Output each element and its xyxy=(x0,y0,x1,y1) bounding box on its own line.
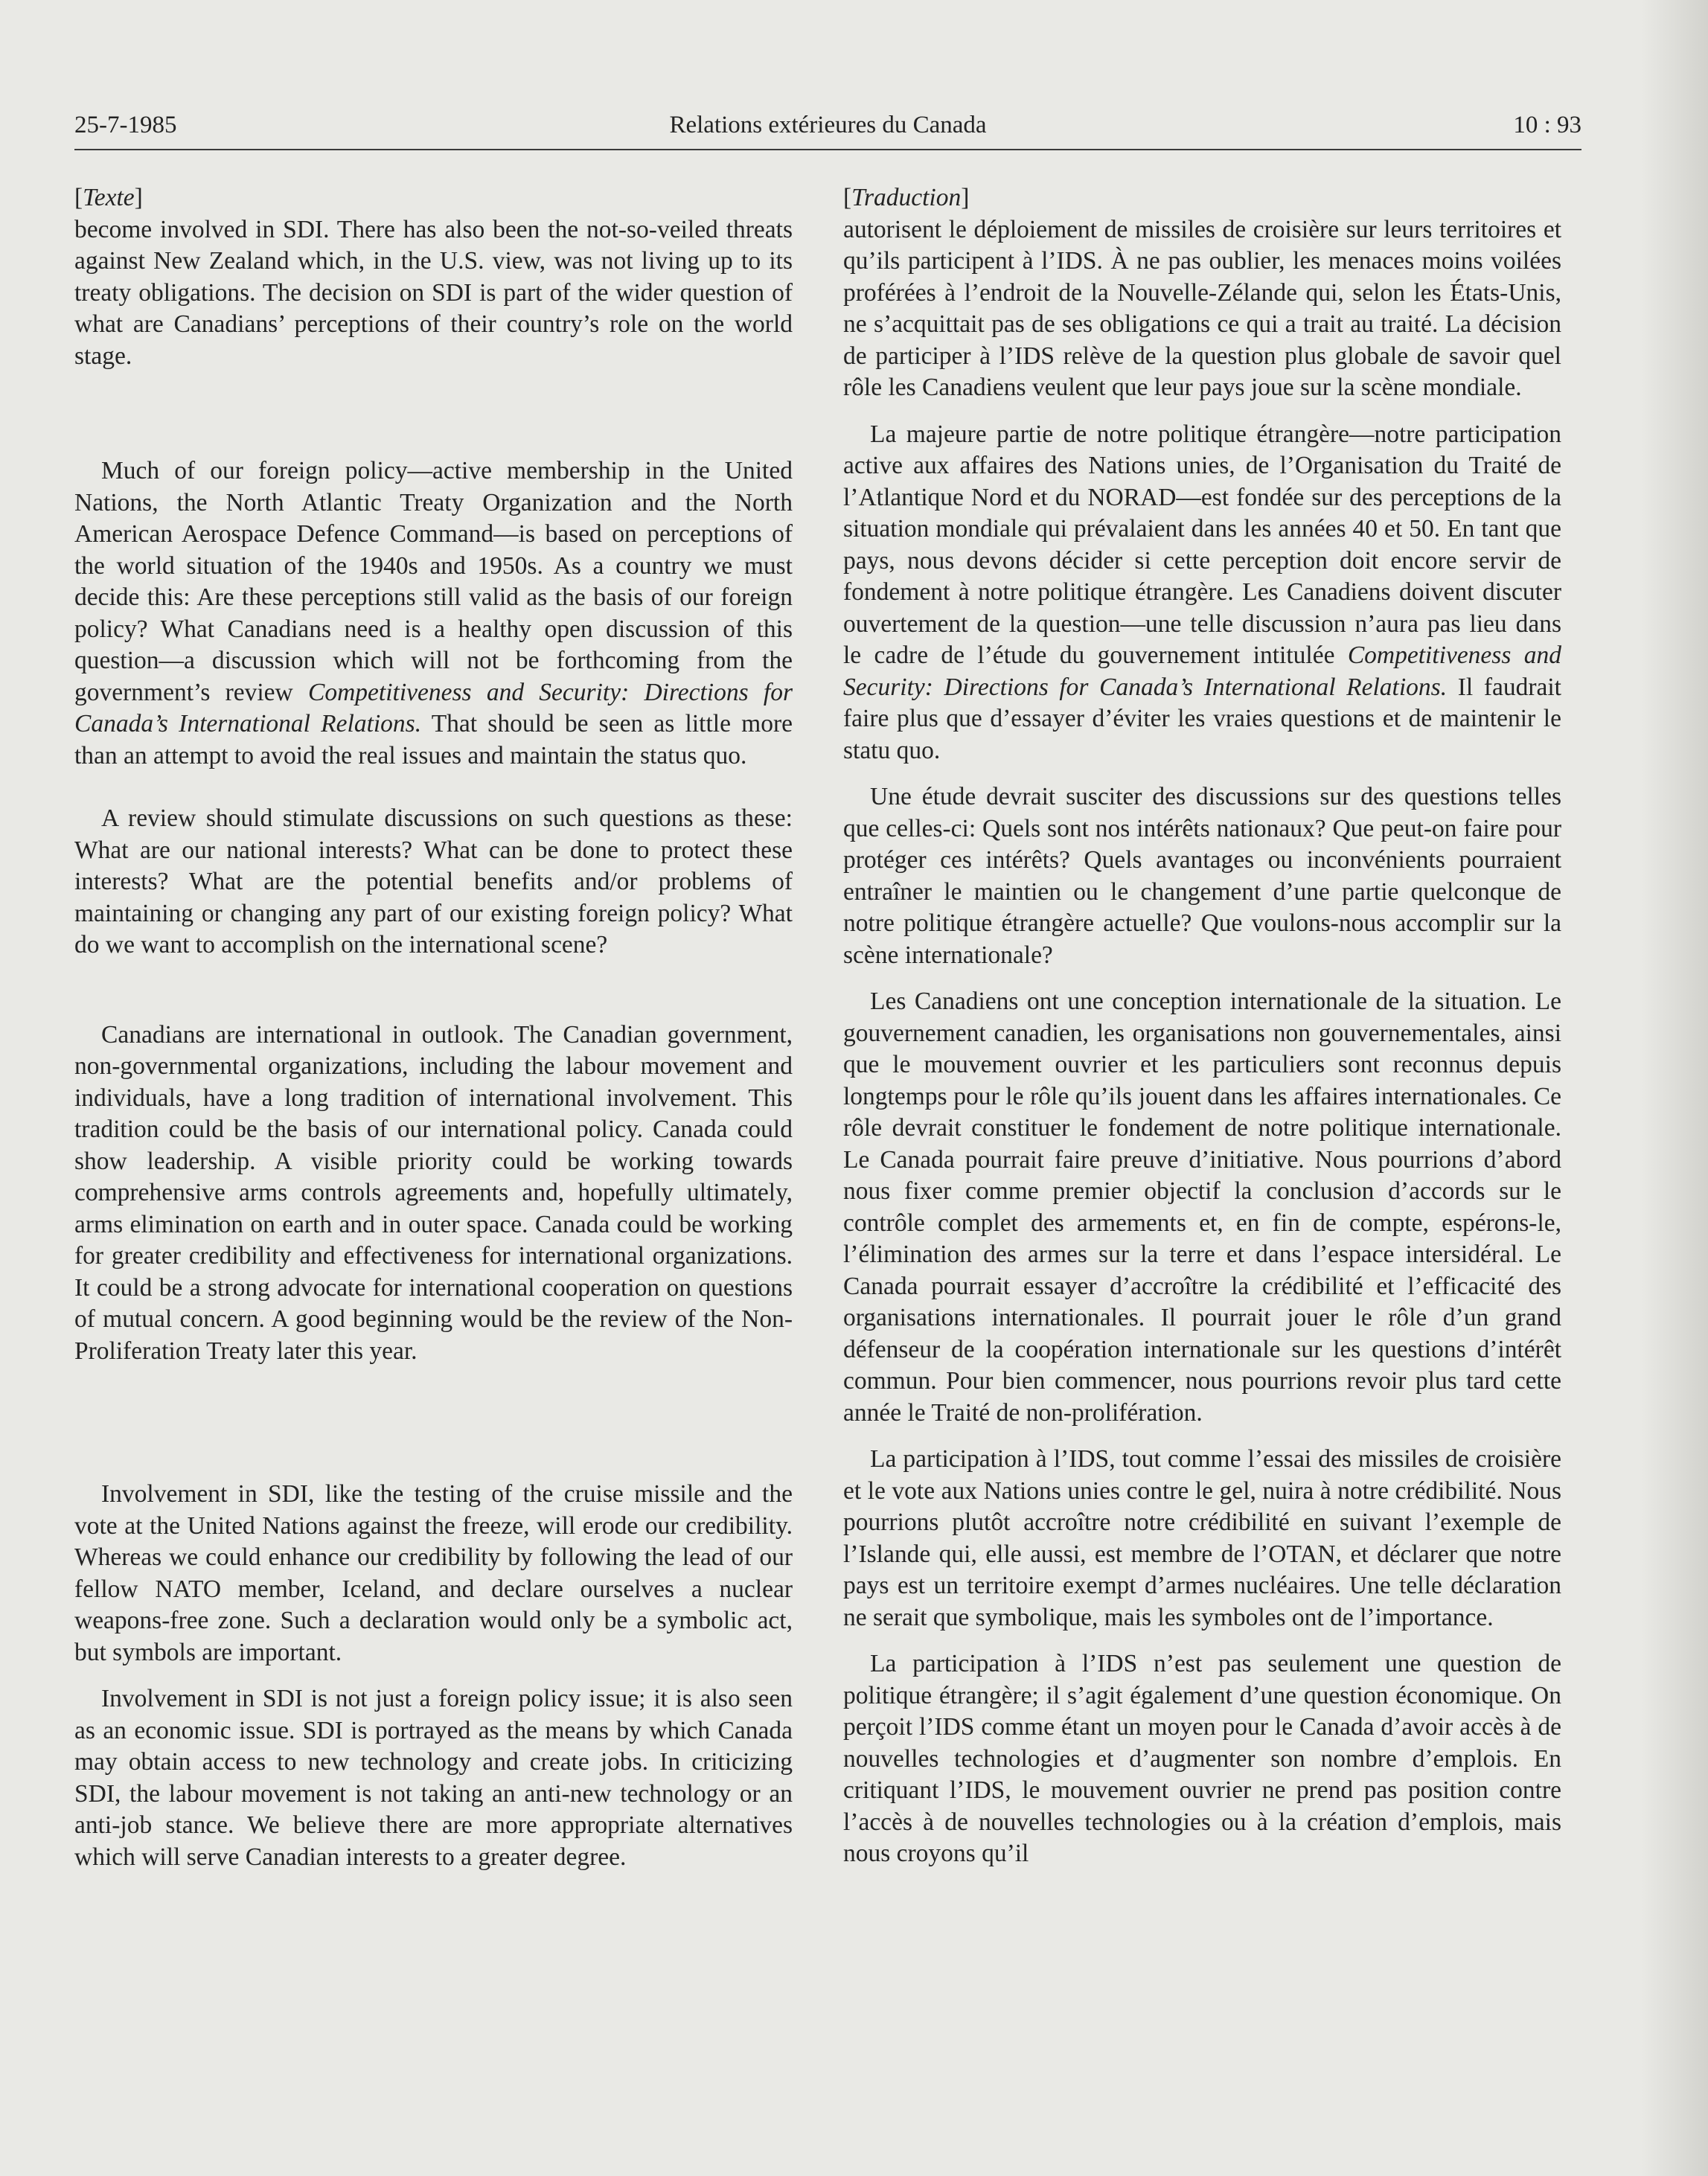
en-paragraph-2b: That should be seen as little more than an attempt to avoid the real issues and maintain the status quo. xyxy=(74,710,793,769)
header-title: Relations extérieures du Canada xyxy=(669,112,987,138)
fr-paragraph-2 xyxy=(843,419,1561,767)
texte-tag: [Texte] xyxy=(74,184,143,211)
traduction-tag: [Traduction] xyxy=(843,184,970,211)
fr-paragraph-6: La participation à l’IDS n’est pas seulement une question de politique étrangère; il s’agit également d’une question économique. On perçoit l’IDS comme étant un moyen pour le Canada d’avoir accès à de nouvelles technologies et d’augmenter son nombre d’emplois. En critiquant l’IDS, le mouvement ouvrier ne prend pas position contre l’accès à de nouvelles technologies ou à la création d’emplois, mais nous croyons qu’il xyxy=(843,1650,1561,1867)
fr-paragraph-5: La participation à l’IDS, tout comme l’essai des missiles de croisière et le vote aux Nations unies contre le gel, nuira à notre crédibilité. Nous pourrions plutôt accroître notre crédibilité en suivant l’exemple de l’Islande qui, elle aussi, est membre de l’OTAN, et déclarer que notre pays est un territoire exempt d’armes nucléaires. Une telle déclaration ne serait que symbolique, mais les symboles ont de l’importance. xyxy=(843,1445,1561,1631)
fr-paragraph-4: Les Canadiens ont une conception internationale de la situation. Le gouvernement canadien, les organisations non gouvernementales, ainsi que le mouvement ouvrier et les particuliers sont reconnus depuis longtemps pour le rôle qu’ils jouent dans les affaires internationales. Ce rôle devrait constituer le fondement de notre politique internationale. Le Canada pourrait faire preuve d’initiative. Nous pourrions d’abord nous fixer comme premier objectif la conclusion d’accords sur le contrôle complet des armements et, en fin de compte, espérons-le, l’élimination des armes sur la terre et dans l’espace intersidéral. Le Canada pourrait essayer d’accroître la crédibilité et l’efficacité des organisations internationales. Il pourrait jouer le rôle d’un grand défenseur de la coopération internationale sur les questions d’intérêt commun. Pour bien commencer, nous pourrions revoir plus tard cette année le Traité de non-prolifération. xyxy=(843,988,1561,1427)
en-report-title: Competitiveness and Security: Directions for Canada’s International Relations. xyxy=(74,678,793,737)
traduction-tag-label: Traduction xyxy=(851,184,962,211)
fr-paragraph-2a: La majeure partie de notre politique étrangère—notre participation active aux affaires des Nations unies, de l’Organisation du Traité de l’Atlantique Nord et du NORAD—est fondée sur des perceptions de la situation mondiale qui prévalaient dans les années 40 et 50. En tant que pays, nous devons décider si cette perception doit encore servir de fondement à notre politique étrangère. Les Canadiens doivent discuter ouvertement de la question—une telle discussion n’aura pas lieu dans le cadre de l’étude du gouvernement intitulée xyxy=(843,420,1561,669)
fr-paragraph-1: autorisent le déploiement de missiles de croisière sur leurs territoires et qu’ils participent à l’IDS. À ne pas oublier, les menaces moins voilées proférées à l’endroit de la Nouvelle-Zélande qui, selon les États-Unis, ne s’acquittait pas de ses obligations ce qui a trait au traité. La décision de participer à l’IDS relève de la question plus globale de savoir quel rôle les Canadiens veulent que leur pays joue sur la scène mondiale. xyxy=(843,215,1561,401)
running-header xyxy=(74,110,1581,152)
header-rule xyxy=(74,149,1581,150)
en-paragraph-2 xyxy=(74,455,793,772)
en-paragraph-6: Involvement in SDI is not just a foreign policy issue; it is also seen as an economic issue. SDI is portrayed as the means by which Canada may obtain access to new technology and create jobs. In criticizing SDI, the labour movement is not taking an anti-new technology or an anti-job stance. We believe there are more appropriate alternatives which will serve Canadian interests to a greater degree. xyxy=(74,1685,793,1871)
texte-tag-label: Texte xyxy=(83,184,135,211)
en-paragraph-3: A review should stimulate discussions on such questions as these: What are our national interests? What can be done to protect these interests? What are the potential benefits and/or problems of maintaining or changing any part of our existing foreign policy? What do we want to accomplish on the international scene? xyxy=(74,804,793,959)
fr-report-title: Competitiveness and Security: Directions for Canada’s International Relations. xyxy=(843,641,1561,701)
en-paragraph-2a: Much of our foreign policy—active membership in the United Nations, the North Atlantic Treaty Organization and the North American Aerospace Defence Command—is based on perceptions of the world situation of the 1940s and 1950s. As a country we must decide this: Are these perceptions still valid as the basis of our foreign policy? What Canadians need is a healthy open discussion of this question—a discussion which will not be forthcoming from the government’s review xyxy=(74,457,793,706)
fr-paragraph-3: Une étude devrait susciter des discussions sur des questions telles que celles-ci: Quels sont nos intérêts nationaux? Que peut-on faire pour protéger ces intérêts? Quels avantages ou inconvénients pourraient entraîner le maintien ou le changement d’une partie quelconque de notre politique étrangère actuelle? Que voulons-nous accomplir sur la scène internationale? xyxy=(843,783,1561,969)
english-column xyxy=(74,182,793,1873)
en-paragraph-1: become involved in SDI. There has also been the not-so-veiled threats against New Zealand which, in the U.S. view, was not living up to its treaty obligations. The decision on SDI is part of the wider question of what are Canadians’ perceptions of their country’s role on the world stage. xyxy=(74,215,793,370)
fr-paragraph-2b: Il faudrait faire plus que d’essayer d’éviter les vraies questions et de maintenir le statu quo. xyxy=(843,673,1561,764)
en-paragraph-4: Canadians are international in outlook. The Canadian government, non-governmental organizations, including the labour movement and individuals, have a long tradition of international involvement. This tradition could be the basis of our international policy. Canada could show leadership. A visible priority could be working towards comprehensive arms controls agreements and, hopefully ultimately, arms elimination on earth and in outer space. Canada could be working for greater credibility and effectiveness for international organizations. It could be a strong advocate for international cooperation on questions of mutual concern. A good beginning would be the review of the Non-Proliferation Treaty later this year. xyxy=(74,1020,793,1365)
header-page-number: 10 : 93 xyxy=(1513,112,1581,138)
french-column xyxy=(843,182,1561,1870)
page-edge-shadow xyxy=(1641,0,1708,2176)
header-date: 25-7-1985 xyxy=(74,112,177,138)
en-paragraph-5: Involvement in SDI, like the testing of the cruise missile and the vote at the United Nations against the freeze, will erode our credibility. Whereas we could enhance our credibility by following the lead of our fellow NATO member, Iceland, and declare ourselves a nuclear weapons-free zone. Such a declaration would only be a symbolic act, but symbols are important. xyxy=(74,1480,793,1666)
